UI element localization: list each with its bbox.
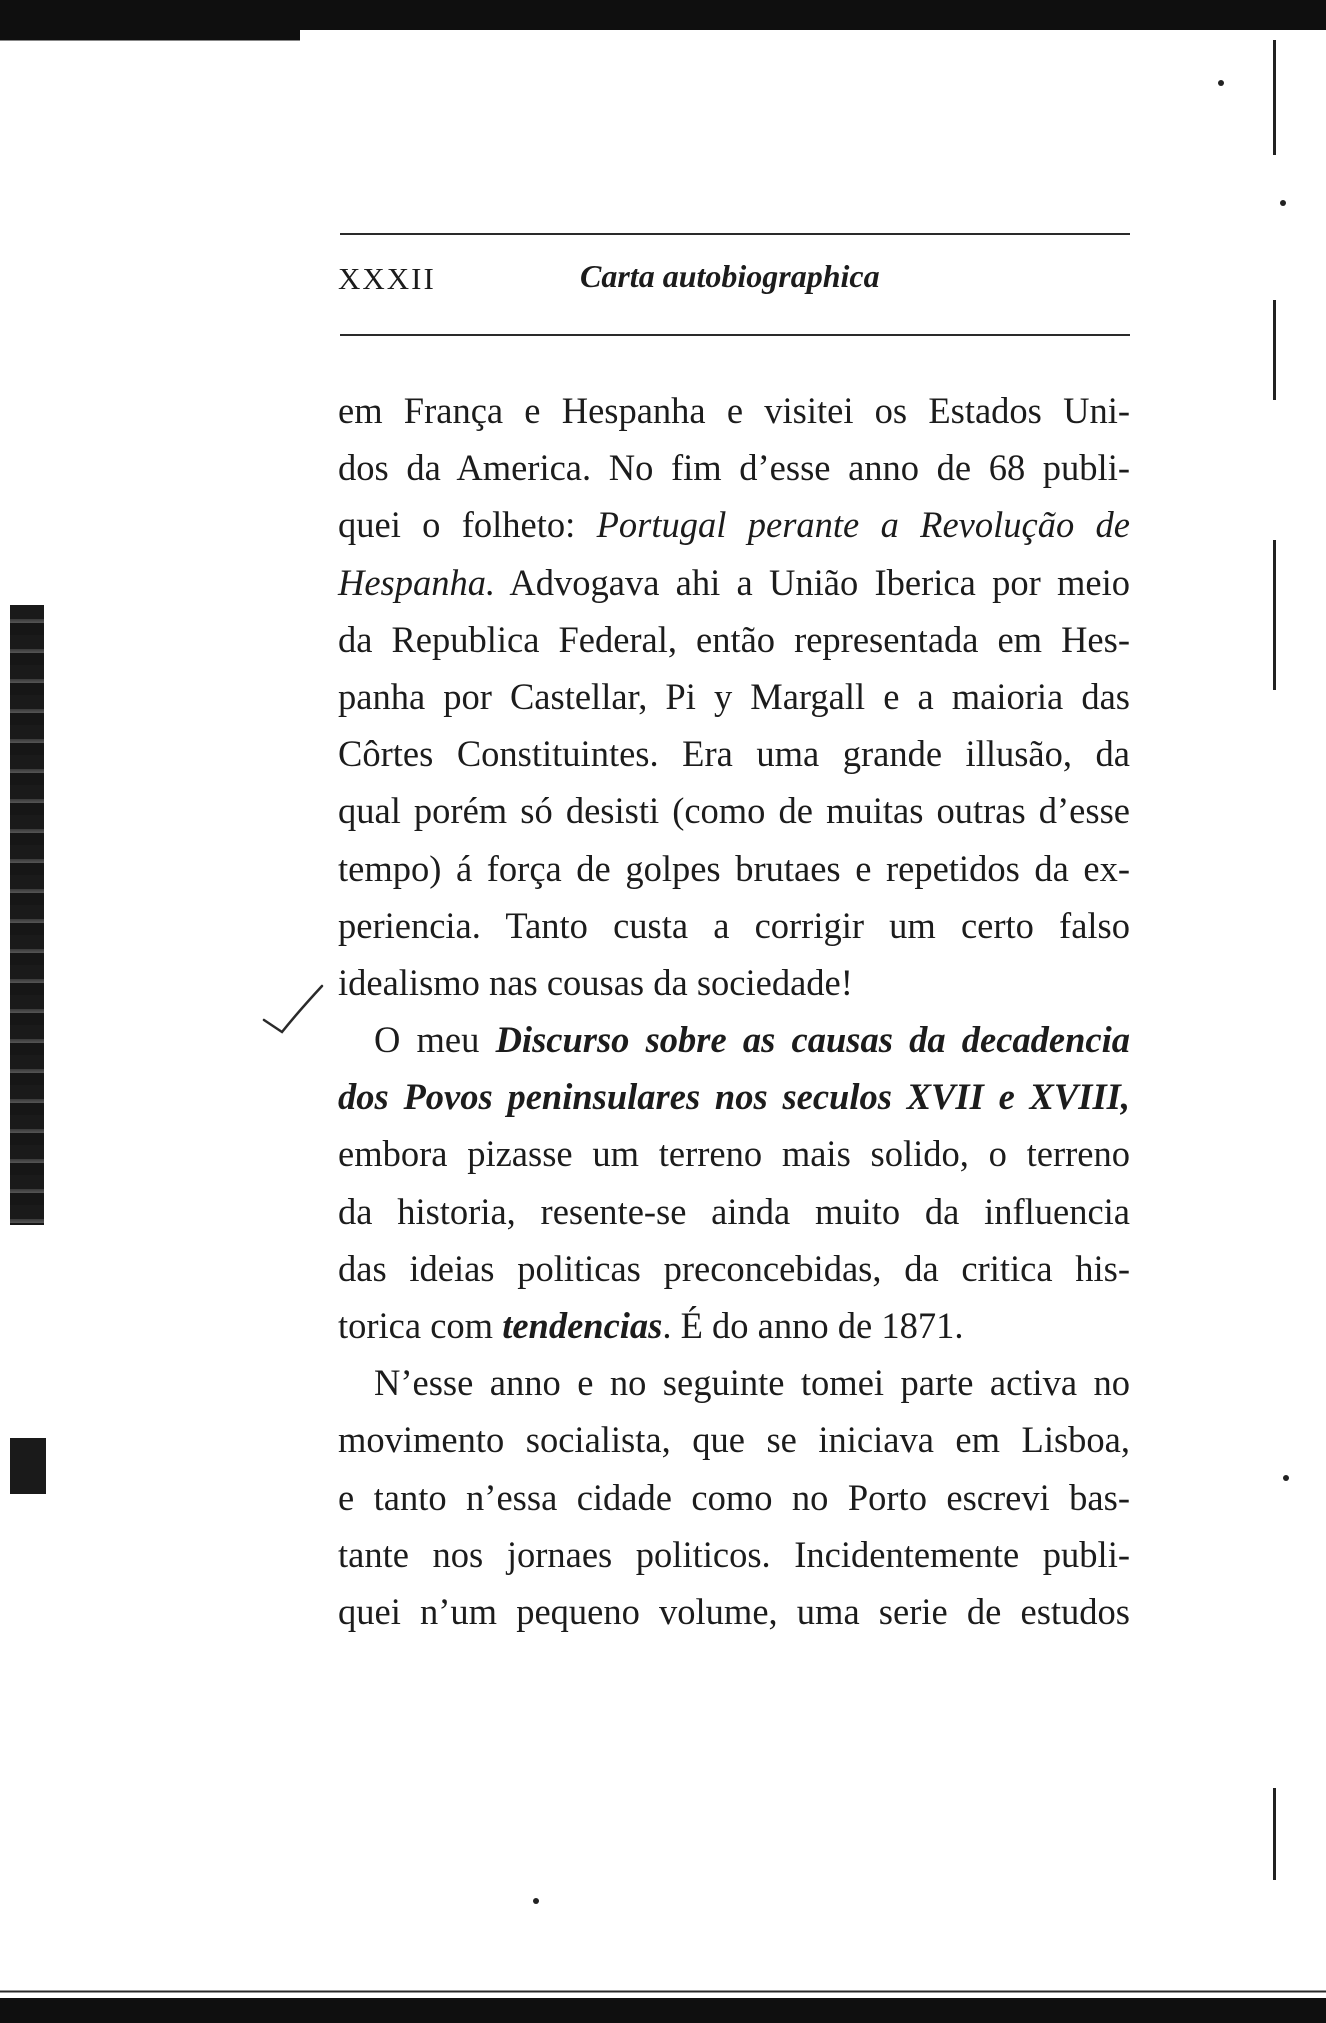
scan-speck <box>533 1898 539 1904</box>
text-line-paragraph-end: idealismo nas cousas da sociedade! <box>338 961 853 1003</box>
scan-border-bottom-edge <box>0 1984 1326 1998</box>
text-line: tante nos jornaes politicos. Incidentemente publi- <box>338 1533 1130 1575</box>
text-line: em França e Hespanha e visitei os Estados Uni- <box>338 390 1130 431</box>
text-line: tempo) á força de golpes brutaes e repetidos da ex- <box>338 847 1130 889</box>
scan-margin-right-line <box>1273 300 1276 400</box>
text-line: Hespanha. Advogava ahi a União Iberica por meio <box>338 561 1130 603</box>
scan-border-top-edge <box>0 30 300 56</box>
text-line-paragraph-end: torica com tendencias. É do anno de 1871. <box>338 1305 964 1346</box>
scan-margin-right-line <box>1273 540 1276 690</box>
scan-border-top <box>0 0 1326 30</box>
page-number: XXXII <box>338 261 436 296</box>
text-line: dos da America. No fim d’esse anno de 68 publi- <box>338 447 1130 489</box>
text-line: periencia. Tanto custa a corrigir um certo falso <box>338 904 1130 946</box>
running-title: Carta autobiographica <box>580 258 880 294</box>
scan-margin-right-line <box>1273 1788 1276 1880</box>
text-line: e tanto n’essa cidade como no Porto escrevi bas- <box>338 1476 1130 1518</box>
text-line: da Republica Federal, então representada em Hes- <box>338 618 1130 660</box>
italic-word: tendencias <box>502 1305 663 1346</box>
scan-margin-right-line <box>1273 40 1276 155</box>
scan-margin-left-shadow <box>10 605 44 1225</box>
scan-margin-left-mark <box>10 1438 46 1494</box>
italic-title: Discurso sobre as causas da decadencia <box>495 1019 1131 1061</box>
text-line: quei o folheto: Portugal perante a Revolução de <box>338 504 1130 546</box>
pencil-checkmark-icon <box>262 982 324 1040</box>
scan-speck <box>1218 80 1224 86</box>
text-line-paragraph-start: O meu Discurso sobre as causas da decadencia <box>374 1019 1131 1061</box>
text-line <box>338 1068 1130 1125</box>
italic-title: Hespanha. <box>338 561 496 603</box>
italic-title: Portugal perante a Revolução de <box>596 504 1130 546</box>
text-line: quei n’um pequeno volume, uma serie de estudos <box>338 1590 1130 1632</box>
text-line: movimento socialista, que se iniciava em Lisboa, <box>338 1419 1130 1461</box>
text-line: da historia, resente-se ainda muito da influencia <box>338 1190 1130 1232</box>
text-line: embora pizasse um terreno mais solido, o terreno <box>338 1133 1130 1175</box>
italic-title: dos Povos peninsulares nos seculos XVII e XVIII, <box>338 1076 1130 1118</box>
scan-border-bottom <box>0 1998 1326 2023</box>
page-body <box>338 382 1130 1640</box>
scan-speck <box>1280 200 1286 206</box>
text-line: qual porém só desisti (como de muitas outras d’esse <box>338 790 1130 832</box>
header-rule-bottom <box>340 334 1130 336</box>
scan-speck <box>1283 1475 1289 1481</box>
text-line: Côrtes Constituintes. Era uma grande illusão, da <box>338 733 1130 775</box>
text-line: panha por Castellar, Pi y Margall e a maioria das <box>338 675 1130 717</box>
header-rule-top <box>340 233 1130 235</box>
text-line-paragraph-start: N’esse anno e no seguinte tomei parte activa no <box>374 1362 1130 1404</box>
text-line: das ideias politicas preconcebidas, da critica his- <box>338 1247 1130 1289</box>
